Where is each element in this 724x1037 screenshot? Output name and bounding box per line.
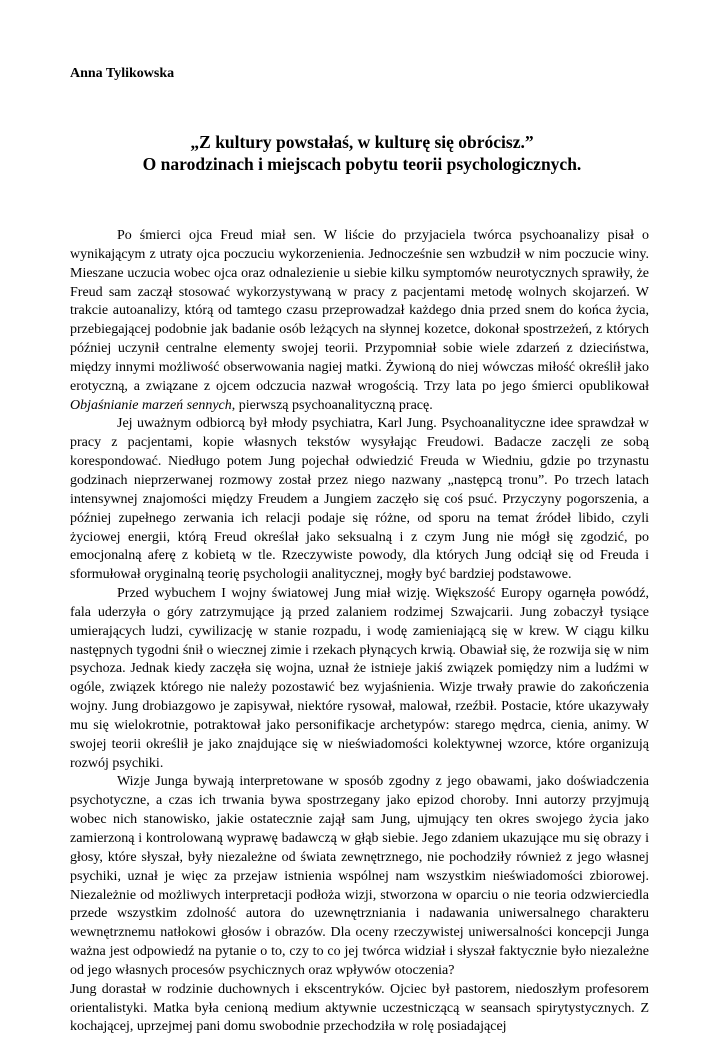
paragraph-2: Jej uważnym odbiorcą był młody psychiatra, Karl Jung. Psychoanalityczne idee sprawdzał w pracy z pacjentami, kopie własnych tekstów wysyłając Freudowi. Badacze zaczęli ze sobą korespondować. Niedługo potem Jung pojechał odwiedzić Freuda w Wiedniu, gdzie po trzynastu godzinach nieprzerwanej rozmowy został przez niego nazwany „następcą tronu”. Po trzech latach intensywnej znajomości między Freudem a Jungiem zaczęło się coś psuć. Przyczyny pogorszenia, a później zupełnego zerwania ich relacji podaje się różne, od sporu na temat źródeł libido, czyli życiowej energii, którą Freud określał jako seksualną i z czym Jung nie mógł się zgodzić, po emocjonalną aferę z kobietą w tle. Rzeczywiste powody, dla których Jung odciął się od Freuda i sformułował oryginalną teorię psychologii analitycznej, mogły być bardziej podstawowe. [70,416,649,583]
paragraph-3: Przed wybuchem I wojny światowej Jung miał wizję. Większość Europy ogarnęła powódź, fala uderzyła o góry zatrzymujące ją przed zalaniem rodzimej Szwajcarii. Jung zobaczył tysiące umierających ludzi, cywilizację w stanie rozpadu, i wodę zamieniającą się w krew. W ciągu kilku następnych tygodni śnił o wiecznej zimie i rzekach płynących krwią. Obawiał się, że rozwija się w nim psychoza. Jednak kiedy zaczęła się wojna, uznał że istnieje jakiś związek pomiędzy nim a ludźmi w ogóle, związek którego nie należy pozostawić bez wyjaśnienia. Wizje trwały prawie do zakończenia wojny. Jung drobiazgowo je zapisywał, niektóre rysował, malował, rzeźbił. Postacie, które ukazywały mu się wielokrotnie, potraktował jako personifikacje archetypów: starego mędrca, cienia, animy. W swojej teorii określił je jako znajdujące się w nieświadomości kolektywnej wzorce, które organizują rozwój psychiki. [70,586,649,771]
paragraph-1 [70,227,649,415]
title-line-1: „Z kultury powstałaś, w kulturę się obrócisz.” [190,132,534,152]
paragraph-5: Jung dorastał w rodzinie duchownych i ekscentryków. Ojciec był pastorem, niedoszłym profesorem orientalistyki. Matka była cenioną medium aktywnie uczestniczącą w seansach spirytystycznych. Z kochającej, uprzejmej pani domu swobodnie przechodziła w rolę posiadającej [70,981,649,1035]
paragraph-1-end: , pierwszą psychoanalityczną pracę. [231,397,433,413]
article-body [70,227,649,1037]
paragraph-4: Wizje Junga bywają interpretowane w sposób zgodny z jego obawami, jako doświadczenia psychotyczne, a czas ich trwania bywa spostrzegany jako epizod choroby. Inni autorzy przyjmują wobec nich stanowisko, jakie ostatecznie zajął sam Jung, ujmujący ten okres swojego życia jako zamierzoną i kontrolowaną wyprawę badawczą w głąb siebie. Jego zdaniem ukazujące mu się obrazy i głosy, które słyszał, były niezależne od świata zewnętrznego, nie pochodziły również z jego własnej psychiki, uznał je więc za przejaw istnienia wspólnej nam wszystkim nieświadomości zbiorowej. Niezależnie od możliwych interpretacji podłoża wizji, stworzona w oparciu o nie teoria odzwierciedla przede wszystkim zdolność autora do uzewnętrzniania i nadawania uniwersalnego charakteru wewnętrznemu natłokowi głosów i obrazów. Dla oceny rzeczywistej uniwersalności koncepcji Junga ważna jest odpowiedź na pytanie o to, czy to co jej twórca widział i słyszał faktycznie było niezależne od jego własnych procesów psychicznych oraz wpływów otoczenia? [70,774,649,978]
author-name: Anna Tylikowska [70,66,175,81]
page-title [60,131,664,175]
paragraph-1-text: Po śmierci ojca Freud miał sen. W liście do przyjaciela twórca psychoanalizy pisał o wynikającym z utraty ojca poczuciu wykorzenienia. Jednocześnie sen wzbudził w nim poczucie winy. Mieszane uczucia wobec ojca oraz odnalezienie u siebie kilku symptomów neurotycznych sprawiły, że Freud sam zaczął stosować wykorzystywaną w pracy z pacjentami metodę wolnych skojarzeń. W trakcie autoanalizy, którą od tamtego czasu przeprowadzał każdego dnia przed snem do końca życia, przebiegającej podobnie jak badanie osób leżących na słynnej kozetce, dokonał spostrzeżeń, z których później uczynił centralne elementy swojej teorii. Przypomniał sobie wiele zdarzeń z dzieciństwa, między innymi możliwość obserwowania nagiej matki. Żywioną do niej wówczas miłość określił jako erotyczną, a związane z ojcem odczucia nazwał wrogością. Trzy lata po jego śmierci opublikował [70,228,649,394]
book-title: Objaśnianie marzeń sennych [70,397,232,413]
title-line-2: O narodzinach i miejscach pobytu teorii psychologicznych. [142,154,582,174]
